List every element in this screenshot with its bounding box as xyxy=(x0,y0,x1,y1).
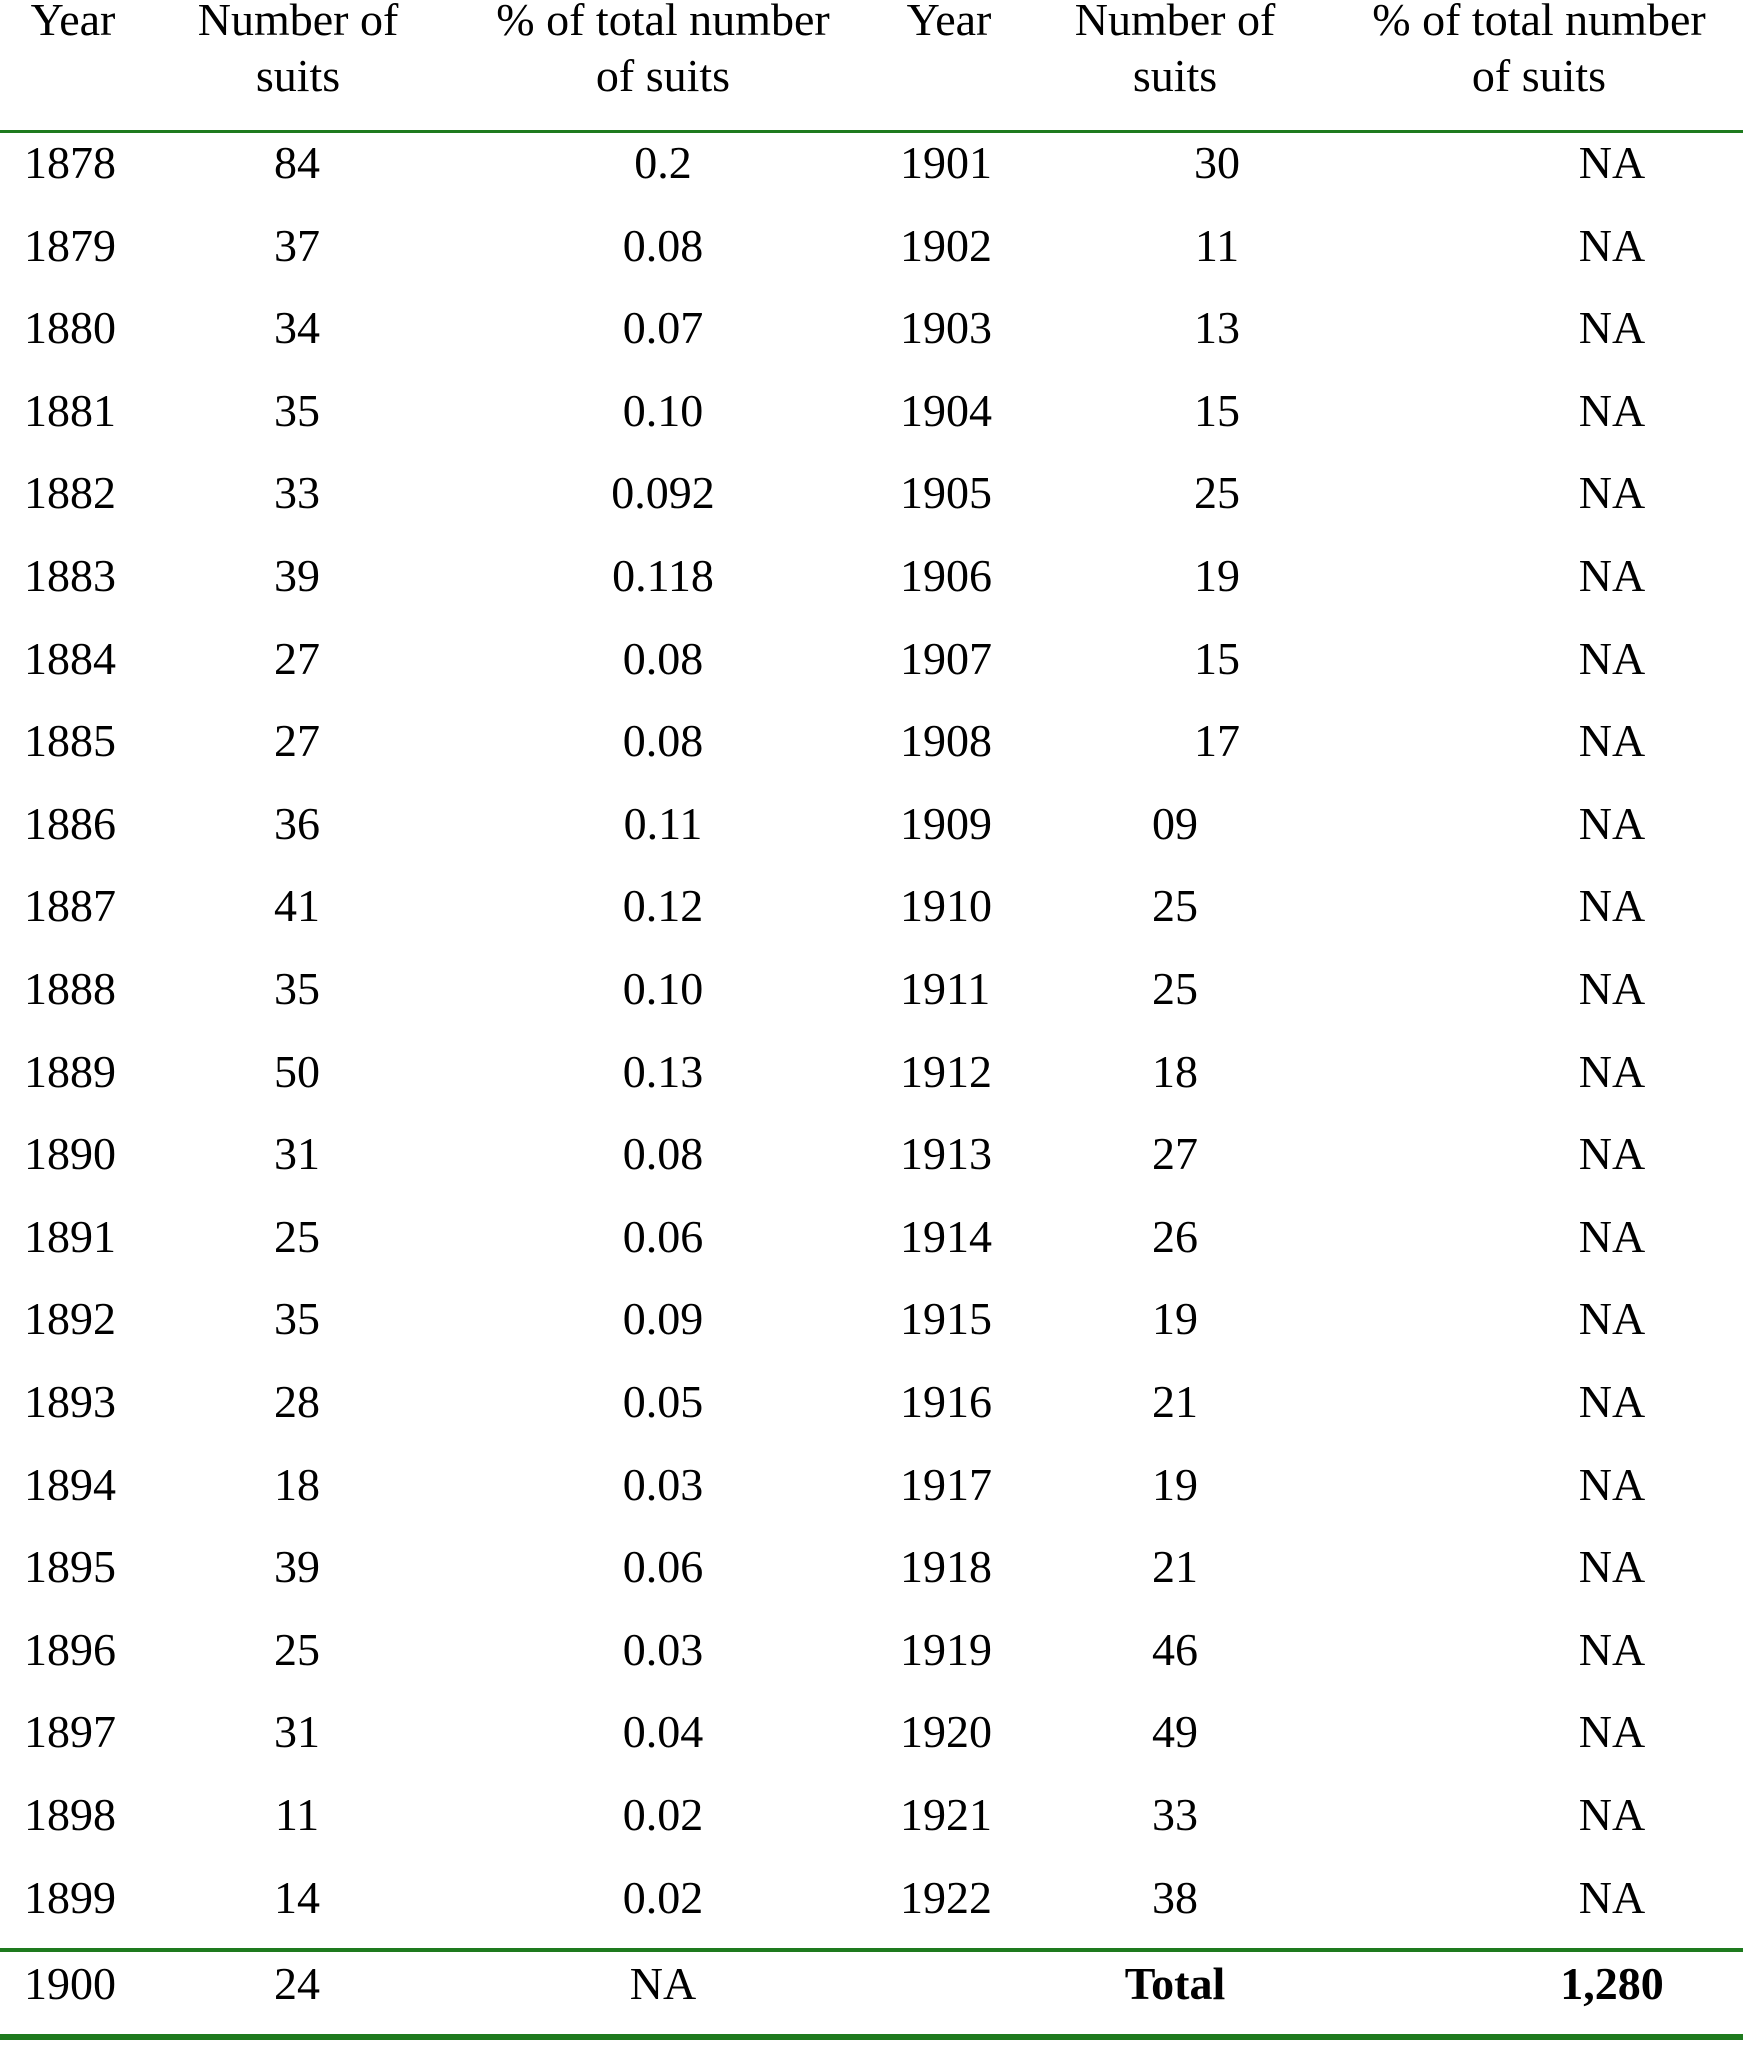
cell-year: 1908 xyxy=(900,715,992,767)
cell-year: 1914 xyxy=(900,1210,992,1262)
cell-year: 1897 xyxy=(24,1706,116,1758)
cell-percent-total: 0.07 xyxy=(622,302,704,354)
cell-year: 1890 xyxy=(24,1128,116,1180)
cell-percent-total: 0.2 xyxy=(634,137,692,188)
cell-year: 1894 xyxy=(24,1458,116,1510)
cell-year: 1918 xyxy=(900,1541,992,1593)
cell-number-of-suits: 13 xyxy=(1194,302,1240,354)
cell-year: 1903 xyxy=(900,302,992,354)
cell-year: 1884 xyxy=(24,632,116,684)
cell-percent-total: NA xyxy=(1578,715,1646,767)
cell-number-of-suits: 15 xyxy=(1194,632,1240,684)
header-number-of-suits-2 xyxy=(1047,0,1303,104)
cell-year: 1889 xyxy=(24,1045,116,1097)
cell-number-of-suits: 26 xyxy=(1152,1210,1198,1262)
cell-percent-total: NA xyxy=(1578,1458,1646,1510)
cell-year: 1887 xyxy=(24,880,116,932)
cell-year: 1900 xyxy=(24,1958,116,2009)
cell-percent-total: NA xyxy=(1578,1210,1646,1262)
header-label: of suits xyxy=(595,50,731,101)
total-rule xyxy=(0,1948,1743,1952)
header-label: Number of xyxy=(1074,0,1276,45)
header-label: Number of xyxy=(197,0,399,45)
cell-number-of-suits: 21 xyxy=(1152,1376,1198,1427)
cell-percent-total: 0.06 xyxy=(622,1210,704,1262)
header-label: of suits xyxy=(1471,50,1607,101)
cell-number-of-suits: 41 xyxy=(274,880,320,932)
cell-percent-total: 0.118 xyxy=(612,550,714,601)
cell-percent-total: NA xyxy=(1578,219,1646,271)
cell-number-of-suits: 27 xyxy=(1152,1128,1198,1180)
header-year-2 xyxy=(876,0,1022,48)
cell-year: 1917 xyxy=(900,1458,992,1510)
header-label: suits xyxy=(1132,50,1218,101)
cell-number-of-suits: 11 xyxy=(274,1789,320,1840)
cell-year: 1909 xyxy=(900,797,992,849)
cell-year: 1921 xyxy=(900,1789,992,1840)
cell-year: 1878 xyxy=(24,137,116,188)
cell-year: 1920 xyxy=(900,1706,992,1758)
cell-percent-total: NA xyxy=(1578,384,1646,436)
cell-percent-total: 0.08 xyxy=(622,715,704,767)
cell-number-of-suits: 31 xyxy=(274,1706,320,1758)
cell-year: 1913 xyxy=(900,1128,992,1180)
cell-number-of-suits: 38 xyxy=(1152,1871,1198,1923)
cell-number-of-suits: 27 xyxy=(274,632,320,684)
cell-year: 1911 xyxy=(900,963,991,1014)
cell-year: 1902 xyxy=(900,219,992,271)
cell-percent-total: NA xyxy=(1578,1541,1646,1593)
header-number-of-suits-1 xyxy=(170,0,426,104)
cell-number-of-suits: 39 xyxy=(274,550,320,601)
cell-number-of-suits: 09 xyxy=(1152,797,1198,849)
cell-year: 1883 xyxy=(24,550,116,601)
cell-year: 1886 xyxy=(24,797,116,849)
cell-number-of-suits: 25 xyxy=(1152,880,1198,932)
cell-percent-total: NA xyxy=(1578,137,1646,188)
cell-percent-total: NA xyxy=(1578,1706,1646,1758)
cell-year: 1915 xyxy=(900,1293,992,1345)
cell-number-of-suits: 35 xyxy=(274,963,320,1014)
bottom-rule xyxy=(0,2034,1743,2040)
header-label: suits xyxy=(255,50,341,101)
cell-percent-total: NA xyxy=(1578,1293,1646,1345)
cell-number-of-suits: 27 xyxy=(274,715,320,767)
header-label: Year xyxy=(30,0,116,45)
cell-year: 1912 xyxy=(900,1045,992,1097)
cell-number-of-suits: 18 xyxy=(274,1458,320,1510)
cell-number-of-suits: 31 xyxy=(274,1128,320,1180)
cell-percent-total: 0.092 xyxy=(611,467,715,519)
cell-number-of-suits: 33 xyxy=(1152,1789,1198,1840)
cell-number-of-suits: 49 xyxy=(1152,1706,1198,1758)
cell-percent-total: 0.08 xyxy=(622,219,704,271)
cell-year: 1893 xyxy=(24,1376,116,1427)
cell-percent-total: NA xyxy=(1578,880,1646,932)
header-label: % of total number xyxy=(1372,0,1706,45)
cell-number-of-suits: 25 xyxy=(274,1623,320,1675)
cell-percent-total: NA xyxy=(1578,1871,1646,1923)
cell-year: 1891 xyxy=(24,1210,116,1262)
cell-number-of-suits: 28 xyxy=(274,1376,320,1427)
cell-percent-total: 0.13 xyxy=(622,1045,704,1097)
cell-year: 1881 xyxy=(24,384,116,436)
cell-percent-total: 0.08 xyxy=(622,632,704,684)
cell-year: 1880 xyxy=(24,302,116,354)
cell-percent-total: 0.11 xyxy=(623,797,703,849)
cell-number-of-suits: 34 xyxy=(274,302,320,354)
cell-percent-total: 0.10 xyxy=(622,384,704,436)
cell-number-of-suits: 15 xyxy=(1194,384,1240,436)
cell-number-of-suits: 17 xyxy=(1194,715,1240,767)
cell-number-of-suits: 21 xyxy=(1152,1541,1198,1593)
cell-number-of-suits: 19 xyxy=(1152,1293,1198,1345)
cell-percent-total: 0.03 xyxy=(622,1623,704,1675)
cell-year: 1885 xyxy=(24,715,116,767)
cell-year: 1910 xyxy=(900,880,992,932)
header-rule xyxy=(0,130,1743,133)
cell-percent-total: 0.05 xyxy=(622,1376,704,1427)
cell-number-of-suits: 33 xyxy=(274,467,320,519)
cell-percent-total: 0.12 xyxy=(622,880,704,932)
cell-number-of-suits: 25 xyxy=(1152,963,1198,1014)
header-percent-total-2 xyxy=(1346,0,1732,104)
cell-percent-total: NA xyxy=(1578,467,1646,519)
cell-year: 1907 xyxy=(900,632,992,684)
cell-year: 1905 xyxy=(900,467,992,519)
cell-percent-total: 0.03 xyxy=(622,1458,704,1510)
cell-number-of-suits: 25 xyxy=(1194,467,1240,519)
cell-year: 1898 xyxy=(24,1789,116,1840)
total-label: Total xyxy=(1124,1958,1226,2009)
cell-year: 1904 xyxy=(900,384,992,436)
cell-number-of-suits: 36 xyxy=(274,797,320,849)
cell-year: 1892 xyxy=(24,1293,116,1345)
header-year-1 xyxy=(0,0,146,48)
cell-percent-total: NA xyxy=(1578,550,1646,601)
cell-number-of-suits: 18 xyxy=(1152,1045,1198,1097)
cell-year: 1896 xyxy=(24,1623,116,1675)
cell-percent-total: NA xyxy=(629,1958,697,2009)
cell-percent-total: NA xyxy=(1578,632,1646,684)
cell-percent-total: 0.08 xyxy=(622,1128,704,1180)
cell-number-of-suits: 25 xyxy=(274,1210,320,1262)
cell-number-of-suits: 39 xyxy=(274,1541,320,1593)
cell-year: 1879 xyxy=(24,219,116,271)
cell-percent-total: 0.02 xyxy=(622,1789,704,1840)
cell-year: 1916 xyxy=(900,1376,992,1427)
cell-year: 1888 xyxy=(24,963,116,1014)
cell-number-of-suits: 50 xyxy=(274,1045,320,1097)
cell-percent-total: NA xyxy=(1578,1623,1646,1675)
cell-number-of-suits: 35 xyxy=(274,1293,320,1345)
cell-percent-total: NA xyxy=(1578,1128,1646,1180)
cell-number-of-suits: 46 xyxy=(1152,1623,1198,1675)
total-value: 1,280 xyxy=(1560,1958,1664,2009)
header-label: Year xyxy=(906,0,992,45)
cell-number-of-suits: 84 xyxy=(274,137,320,188)
cell-year: 1922 xyxy=(900,1871,992,1923)
cell-number-of-suits: 30 xyxy=(1194,137,1240,188)
cell-percent-total: NA xyxy=(1578,1376,1646,1427)
cell-percent-total: NA xyxy=(1578,1789,1646,1840)
cell-percent-total: NA xyxy=(1578,1045,1646,1097)
header-percent-total-1 xyxy=(470,0,856,104)
cell-year: 1899 xyxy=(24,1871,116,1923)
cell-percent-total: NA xyxy=(1578,797,1646,849)
cell-number-of-suits: 19 xyxy=(1194,550,1240,601)
cell-number-of-suits: 24 xyxy=(274,1958,320,2009)
cell-year: 1906 xyxy=(900,550,992,601)
cell-percent-total: 0.10 xyxy=(622,963,704,1014)
cell-year: 1895 xyxy=(24,1541,116,1593)
cell-year: 1919 xyxy=(900,1623,992,1675)
cell-percent-total: NA xyxy=(1578,963,1646,1014)
cell-number-of-suits: 11 xyxy=(1194,219,1240,271)
cell-percent-total: NA xyxy=(1578,302,1646,354)
cell-percent-total: 0.06 xyxy=(622,1541,704,1593)
cell-percent-total: 0.04 xyxy=(622,1706,704,1758)
cell-percent-total: 0.09 xyxy=(622,1293,704,1345)
cell-number-of-suits: 14 xyxy=(274,1871,320,1923)
cell-percent-total: 0.02 xyxy=(622,1871,704,1923)
header-label: % of total number xyxy=(496,0,830,45)
cell-number-of-suits: 19 xyxy=(1152,1458,1198,1510)
cell-year: 1882 xyxy=(24,467,116,519)
cell-year: 1901 xyxy=(900,137,992,188)
cell-number-of-suits: 35 xyxy=(274,384,320,436)
cell-number-of-suits: 37 xyxy=(274,219,320,271)
